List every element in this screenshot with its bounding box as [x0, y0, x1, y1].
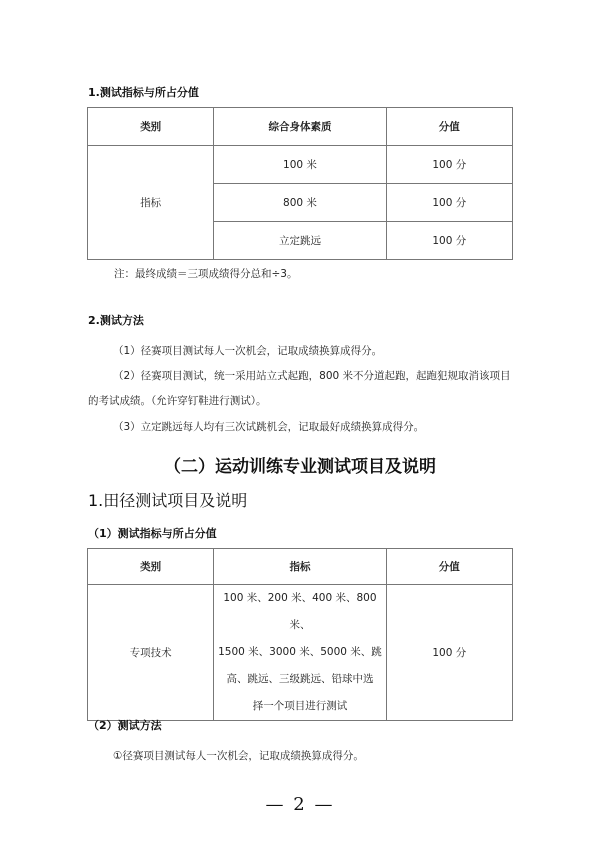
- sub-heading: 1.田径测试项目及说明: [88, 491, 248, 510]
- category-cell: 指标: [88, 146, 214, 260]
- score-cell: 100 分: [386, 184, 512, 222]
- method-paragraph-2: （2）径赛项目测试，统一采用站立式起跑，800 米不分道起跑，起跑犯规取消该项目: [113, 370, 511, 382]
- section4-heading: （2）测试方法: [88, 719, 162, 732]
- section2-heading: 2.测试方法: [88, 314, 144, 327]
- indicator-line: 1500 米、3000 米、5000 米、跳: [218, 646, 382, 658]
- method-paragraph-3: （3）立定跳远每人均有三次试跳机会，记取最好成绩换算成得分。: [113, 421, 425, 433]
- table-row: [88, 146, 513, 184]
- table-row: [88, 585, 513, 721]
- score-note: 注：最终成绩＝三项成绩得分总和÷3。: [114, 268, 298, 280]
- item-cell: 800 米: [214, 184, 386, 222]
- score-cell: 100 分: [386, 585, 512, 721]
- score-table-2: [87, 548, 513, 721]
- method-paragraph-1: （1）径赛项目测试每人一次机会，记取成绩换算成得分。: [113, 345, 383, 357]
- header-item: 综合身体素质: [214, 108, 386, 146]
- method-paragraph: ①径赛项目测试每人一次机会，记取成绩换算成得分。: [113, 750, 364, 762]
- header-category: 类别: [88, 549, 214, 585]
- major-heading: （二）运动训练专业测试项目及说明: [164, 457, 436, 477]
- header-category: 类别: [88, 108, 214, 146]
- method-paragraph-2-cont: 的考试成绩。（允许穿钉鞋进行测试）。: [88, 395, 267, 407]
- table-header-row: [88, 108, 513, 146]
- header-score: 分值: [386, 549, 512, 585]
- item-cell: 100 米: [214, 146, 386, 184]
- score-table-1: [87, 107, 513, 260]
- item-cell: 立定跳远: [214, 222, 386, 260]
- section3-heading: （1）测试指标与所占分值: [88, 527, 217, 540]
- table-header-row: [88, 549, 513, 585]
- page-number: — 2 —: [265, 794, 335, 815]
- section1-heading: 1.测试指标与所占分值: [88, 86, 199, 99]
- header-indicator: 指标: [214, 549, 386, 585]
- indicator-cell: [214, 585, 386, 721]
- indicator-line: 100 米、200 米、400 米、800 米、: [223, 592, 377, 631]
- category-cell: 专项技术: [88, 585, 214, 721]
- indicator-line: 择一个项目进行测试: [252, 700, 348, 712]
- indicator-line: 高、跳远、三级跳远、铅球中选: [226, 673, 374, 685]
- score-cell: 100 分: [386, 222, 512, 260]
- header-score: 分值: [386, 108, 512, 146]
- score-cell: 100 分: [386, 146, 512, 184]
